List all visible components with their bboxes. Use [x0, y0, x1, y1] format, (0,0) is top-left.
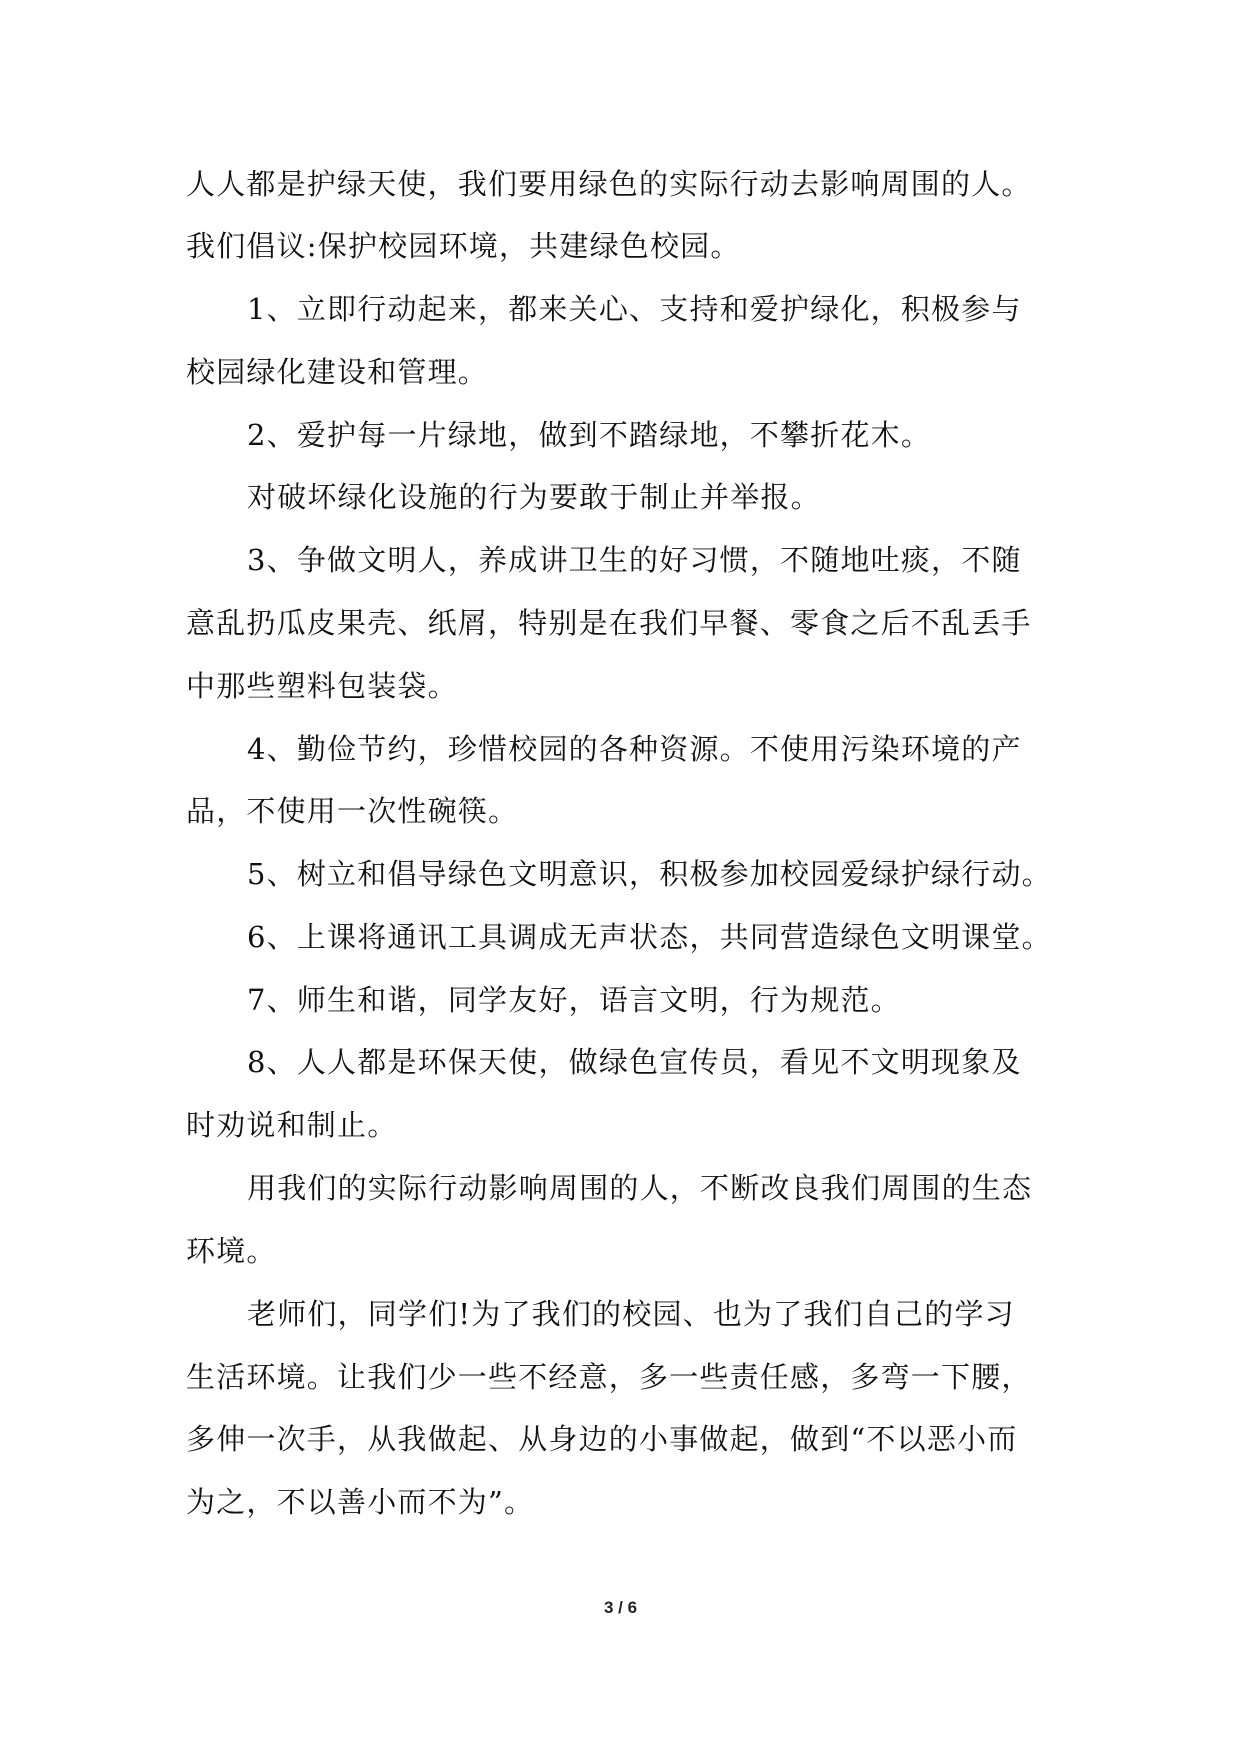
text-line-5: 2、爱护每一片绿地，做到不踏绿地，不攀折花木。	[247, 418, 932, 452]
text-line-12: 5、树立和倡导绿色文明意识，积极参加校园爱绿护绿行动。	[247, 857, 1052, 891]
text-line-9: 中那些塑料包装袋。	[186, 669, 458, 703]
text-line-1: 人人都是护绿天使，我们要用绿色的实际行动去影响周围的人。	[186, 167, 1032, 201]
text-line-17: 用我们的实际行动影响周围的人，不断改良我们周围的生态	[247, 1171, 1033, 1205]
text-line-6: 对破坏绿化设施的行为要敢于制止并举报。	[247, 480, 821, 514]
text-line-13: 6、上课将通讯工具调成无声状态，共同营造绿色文明课堂。	[247, 920, 1052, 954]
text-line-11: 品，不使用一次性碗筷。	[186, 794, 519, 828]
text-line-14: 7、师生和谐，同学友好，语言文明，行为规范。	[247, 983, 901, 1017]
text-line-3: 1、立即行动起来，都来关心、支持和爱护绿化，积极参与	[247, 292, 1022, 326]
text-line-22: 为之，不以善小而不为”。	[186, 1485, 535, 1519]
text-line-21: 多伸一次手，从我做起、从身边的小事做起，做到“不以恶小而	[186, 1422, 1018, 1456]
text-line-7: 3、争做文明人，养成讲卫生的好习惯，不随地吐痰，不随	[247, 543, 1022, 577]
text-line-16: 时劝说和制止。	[186, 1108, 398, 1142]
text-line-15: 8、人人都是环保天使，做绿色宣传员，看见不文明现象及	[247, 1045, 1022, 1079]
text-line-19: 老师们，同学们!为了我们的校园、也为了我们自己的学习	[247, 1297, 1015, 1331]
text-line-8: 意乱扔瓜皮果壳、纸屑，特别是在我们早餐、零食之后不乱丢手	[186, 606, 1032, 640]
text-line-2: 我们倡议:保护校园环境，共建绿色校园。	[186, 229, 741, 263]
text-line-4: 校园绿化建设和管理。	[186, 355, 489, 389]
page-number: 3 / 6	[603, 1598, 638, 1617]
text-line-20: 生活环境。让我们少一些不经意，多一些责任感，多弯一下腰，	[186, 1360, 1032, 1394]
text-line-10: 4、勤俭节约，珍惜校园的各种资源。不使用污染环境的产	[247, 732, 1022, 766]
text-line-18: 环境。	[186, 1234, 277, 1268]
